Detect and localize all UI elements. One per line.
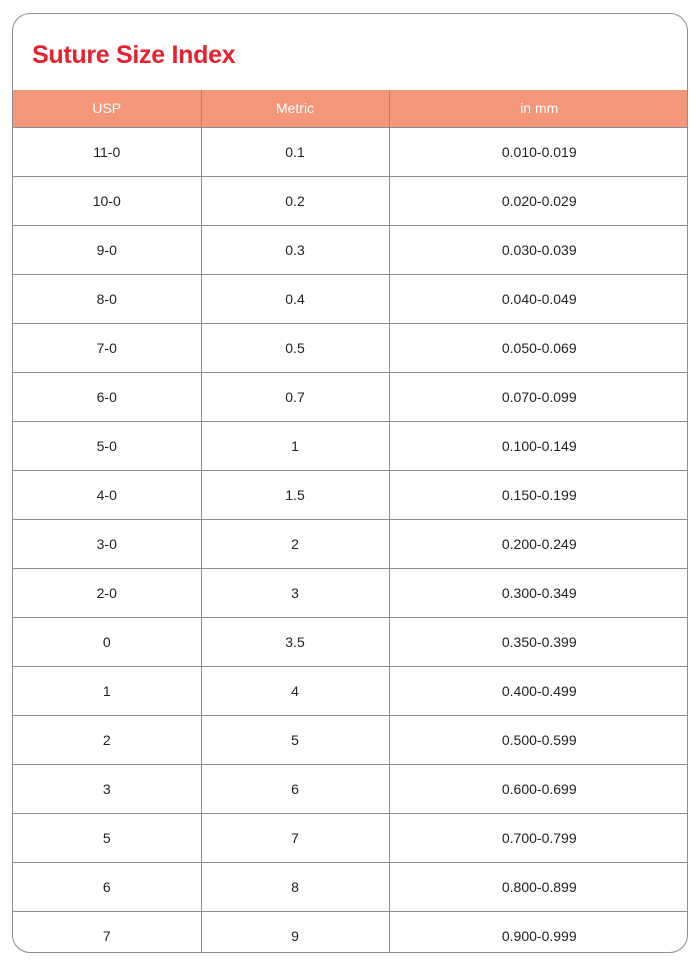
cell-usp: 11-0 xyxy=(13,127,201,176)
cell-in-mm: 0.700-0.799 xyxy=(389,813,688,862)
cell-metric: 0.1 xyxy=(201,127,389,176)
cell-usp: 3-0 xyxy=(13,519,201,568)
cell-in-mm: 0.100-0.149 xyxy=(389,421,688,470)
table-row xyxy=(13,421,688,470)
cell-metric: 3.5 xyxy=(201,617,389,666)
cell-in-mm: 0.050-0.069 xyxy=(389,323,688,372)
cell-metric: 9 xyxy=(201,911,389,953)
table-header xyxy=(13,90,688,127)
cell-metric: 4 xyxy=(201,666,389,715)
cell-metric: 1.5 xyxy=(201,470,389,519)
table-body xyxy=(13,127,688,953)
table-row xyxy=(13,372,688,421)
cell-in-mm: 0.500-0.599 xyxy=(389,715,688,764)
cell-usp: 0 xyxy=(13,617,201,666)
header-row xyxy=(13,90,688,127)
cell-usp: 8-0 xyxy=(13,274,201,323)
cell-usp: 10-0 xyxy=(13,176,201,225)
cell-in-mm: 0.200-0.249 xyxy=(389,519,688,568)
table-row xyxy=(13,715,688,764)
table-row xyxy=(13,470,688,519)
page-title: Suture Size Index xyxy=(32,41,236,69)
table-row xyxy=(13,813,688,862)
cell-usp: 6-0 xyxy=(13,372,201,421)
cell-in-mm: 0.600-0.699 xyxy=(389,764,688,813)
cell-in-mm: 0.010-0.019 xyxy=(389,127,688,176)
cell-in-mm: 0.150-0.199 xyxy=(389,470,688,519)
cell-metric: 7 xyxy=(201,813,389,862)
cell-in-mm: 0.900-0.999 xyxy=(501,927,577,944)
table-row xyxy=(13,764,688,813)
cell-metric: 0.5 xyxy=(201,323,389,372)
suture-size-card xyxy=(12,13,688,953)
cell-metric: 1 xyxy=(201,421,389,470)
table-row xyxy=(13,617,688,666)
table-row xyxy=(13,323,688,372)
header-metric: Metric xyxy=(201,90,389,127)
header-usp: USP xyxy=(13,90,201,127)
cell-in-mm: 0.300-0.349 xyxy=(389,568,688,617)
cell-metric: 2 xyxy=(201,519,389,568)
cell-usp: 5 xyxy=(13,813,201,862)
cell-in-mm: 0.040-0.049 xyxy=(389,274,688,323)
table-row xyxy=(13,127,688,176)
table-row xyxy=(13,519,688,568)
cell-usp: 1 xyxy=(13,666,201,715)
cell-metric: 0.7 xyxy=(201,372,389,421)
cell-usp: 9-0 xyxy=(13,225,201,274)
cell-metric: 0.4 xyxy=(201,274,389,323)
cell-in-mm: 0.400-0.499 xyxy=(389,666,688,715)
table-row xyxy=(13,911,688,953)
cell-metric: 0.3 xyxy=(201,225,389,274)
cell-metric: 0.2 xyxy=(201,176,389,225)
cell-usp: 5-0 xyxy=(13,421,201,470)
suture-size-table xyxy=(13,90,688,953)
cell-usp: 6 xyxy=(13,862,201,911)
cell-metric: 8 xyxy=(201,862,389,911)
table-row xyxy=(13,666,688,715)
cell-in-mm: 0.030-0.039 xyxy=(389,225,688,274)
table-row xyxy=(13,862,688,911)
cell-usp: 2-0 xyxy=(13,568,201,617)
cell-usp: 2 xyxy=(13,715,201,764)
table-row xyxy=(13,225,688,274)
cell-usp: 3 xyxy=(13,764,201,813)
cell-usp: 7 xyxy=(13,911,201,953)
cell-usp: 4-0 xyxy=(13,470,201,519)
table-row xyxy=(13,176,688,225)
cell-metric: 5 xyxy=(201,715,389,764)
cell-in-mm: 0.350-0.399 xyxy=(389,617,688,666)
cell-usp: 7-0 xyxy=(13,323,201,372)
cell-metric: 3 xyxy=(201,568,389,617)
cell-in-mm: 0.020-0.029 xyxy=(389,176,688,225)
header-in-mm: in mm xyxy=(389,90,688,127)
table-row xyxy=(13,274,688,323)
cell-metric: 6 xyxy=(201,764,389,813)
table-row xyxy=(13,568,688,617)
cell-in-mm: 0.800-0.899 xyxy=(389,862,688,911)
cell-in-mm: 0.070-0.099 xyxy=(389,372,688,421)
